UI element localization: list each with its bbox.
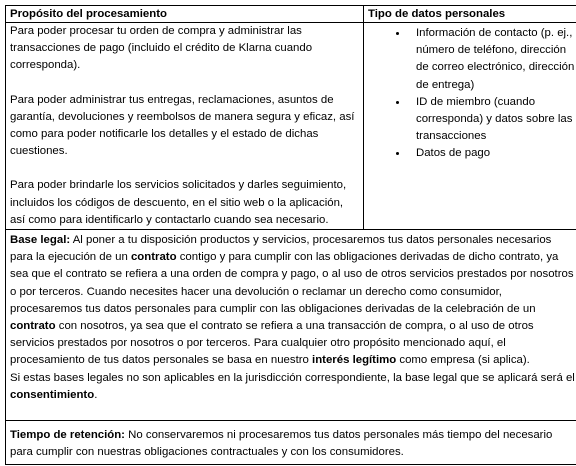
- legal-text-segment: contigo y para cumplir con las obligaciones derivadas de dicho contrato, ya sea que el contrato se refiera a una orden de compra y pago, o al uso de otros servicios prestados por nosotros o por terceros. Cuando necesites hacer una devolución o reclamar un derecho como consumidor, procesaremos tus datos personales para cumplir con las obligaciones derivadas de la celebración de un: [10, 251, 574, 315]
- retention-label: Tiempo de retención:: [10, 429, 125, 442]
- list-item: • Información de contacto (p. ej., número de teléfono, dirección de correo electrónico, dirección de entrega): [408, 25, 576, 94]
- legal-fallback-text: [10, 370, 576, 404]
- purpose-paragraph: Para poder procesar tu orden de compra y administrar las transacciones de pago (incluido el crédito de Klarna cuando corresponda).: [10, 25, 313, 72]
- legal-basis-row: [6, 230, 576, 421]
- legal-text-segment: Si estas bases legales no son aplicables en la jurisdicción correspondiente, la base legal que se aplicará será el: [10, 371, 575, 384]
- list-item: • ID de miembro (cuando corresponda) y datos sobre las transacciones: [408, 94, 576, 146]
- table-header-row: [6, 6, 576, 23]
- retention-cell: [6, 421, 576, 465]
- legal-text-segment: Al poner a tu disposición productos y servicios, procesaremos tus datos personales necesarios para la ejecución de un: [10, 234, 552, 264]
- data-types-cell: [364, 23, 576, 230]
- legal-basis-label: Base legal:: [10, 234, 71, 247]
- purpose-paragraph: Para poder administrar tus entregas, reclamaciones, asuntos de garantía, devoluciones y reembolsos de manera segura y eficaz, así como para poder notificarle los detalles y el estado de dichas cuestiones.: [10, 93, 355, 158]
- purpose-header: Propósito del procesamiento: [6, 6, 364, 23]
- legal-text-segment: con nosotros, ya sea que el contrato se refiera a una transacción de compra, o al uso de otros servicios prestados por nosotros o por terceros. Para cualquier otro propósito mencionado aquí, el procesamiento de tus datos personales se basa en nuestro: [10, 320, 534, 367]
- legal-basis-text: [10, 232, 576, 370]
- purpose-paragraph: Para poder brindarle los servicios solicitados y darles seguimiento, incluidos los códigos de descuento, en el sitio web o la aplicación, así como para identificarlo y contactarlo cuando sea necesario.: [10, 179, 347, 226]
- legal-basis-cell: [6, 230, 576, 421]
- contract-term: contrato: [130, 251, 177, 264]
- privacy-table-document: [5, 5, 575, 461]
- purpose-row: [6, 23, 576, 230]
- retention-text: No conservaremos ni procesaremos tus datos personales más tiempo del necesario para cumplir con nuestras obligaciones contractuales y con los consumidores.: [10, 429, 553, 459]
- data-types-list: [368, 25, 576, 163]
- legal-text-segment: como empresa (si aplica).: [396, 354, 530, 367]
- purposes-cell: [6, 23, 364, 230]
- list-item: • Datos de pago: [408, 145, 576, 162]
- data-types-header: Tipo de datos personales: [364, 6, 576, 23]
- privacy-table: [5, 5, 576, 465]
- legal-text-segment: .: [94, 388, 98, 401]
- retention-row: [6, 421, 576, 465]
- contract-term: contrato: [10, 320, 56, 333]
- consent-term: consentimiento: [10, 388, 95, 401]
- legitimate-interest-term: interés legítimo: [312, 354, 397, 367]
